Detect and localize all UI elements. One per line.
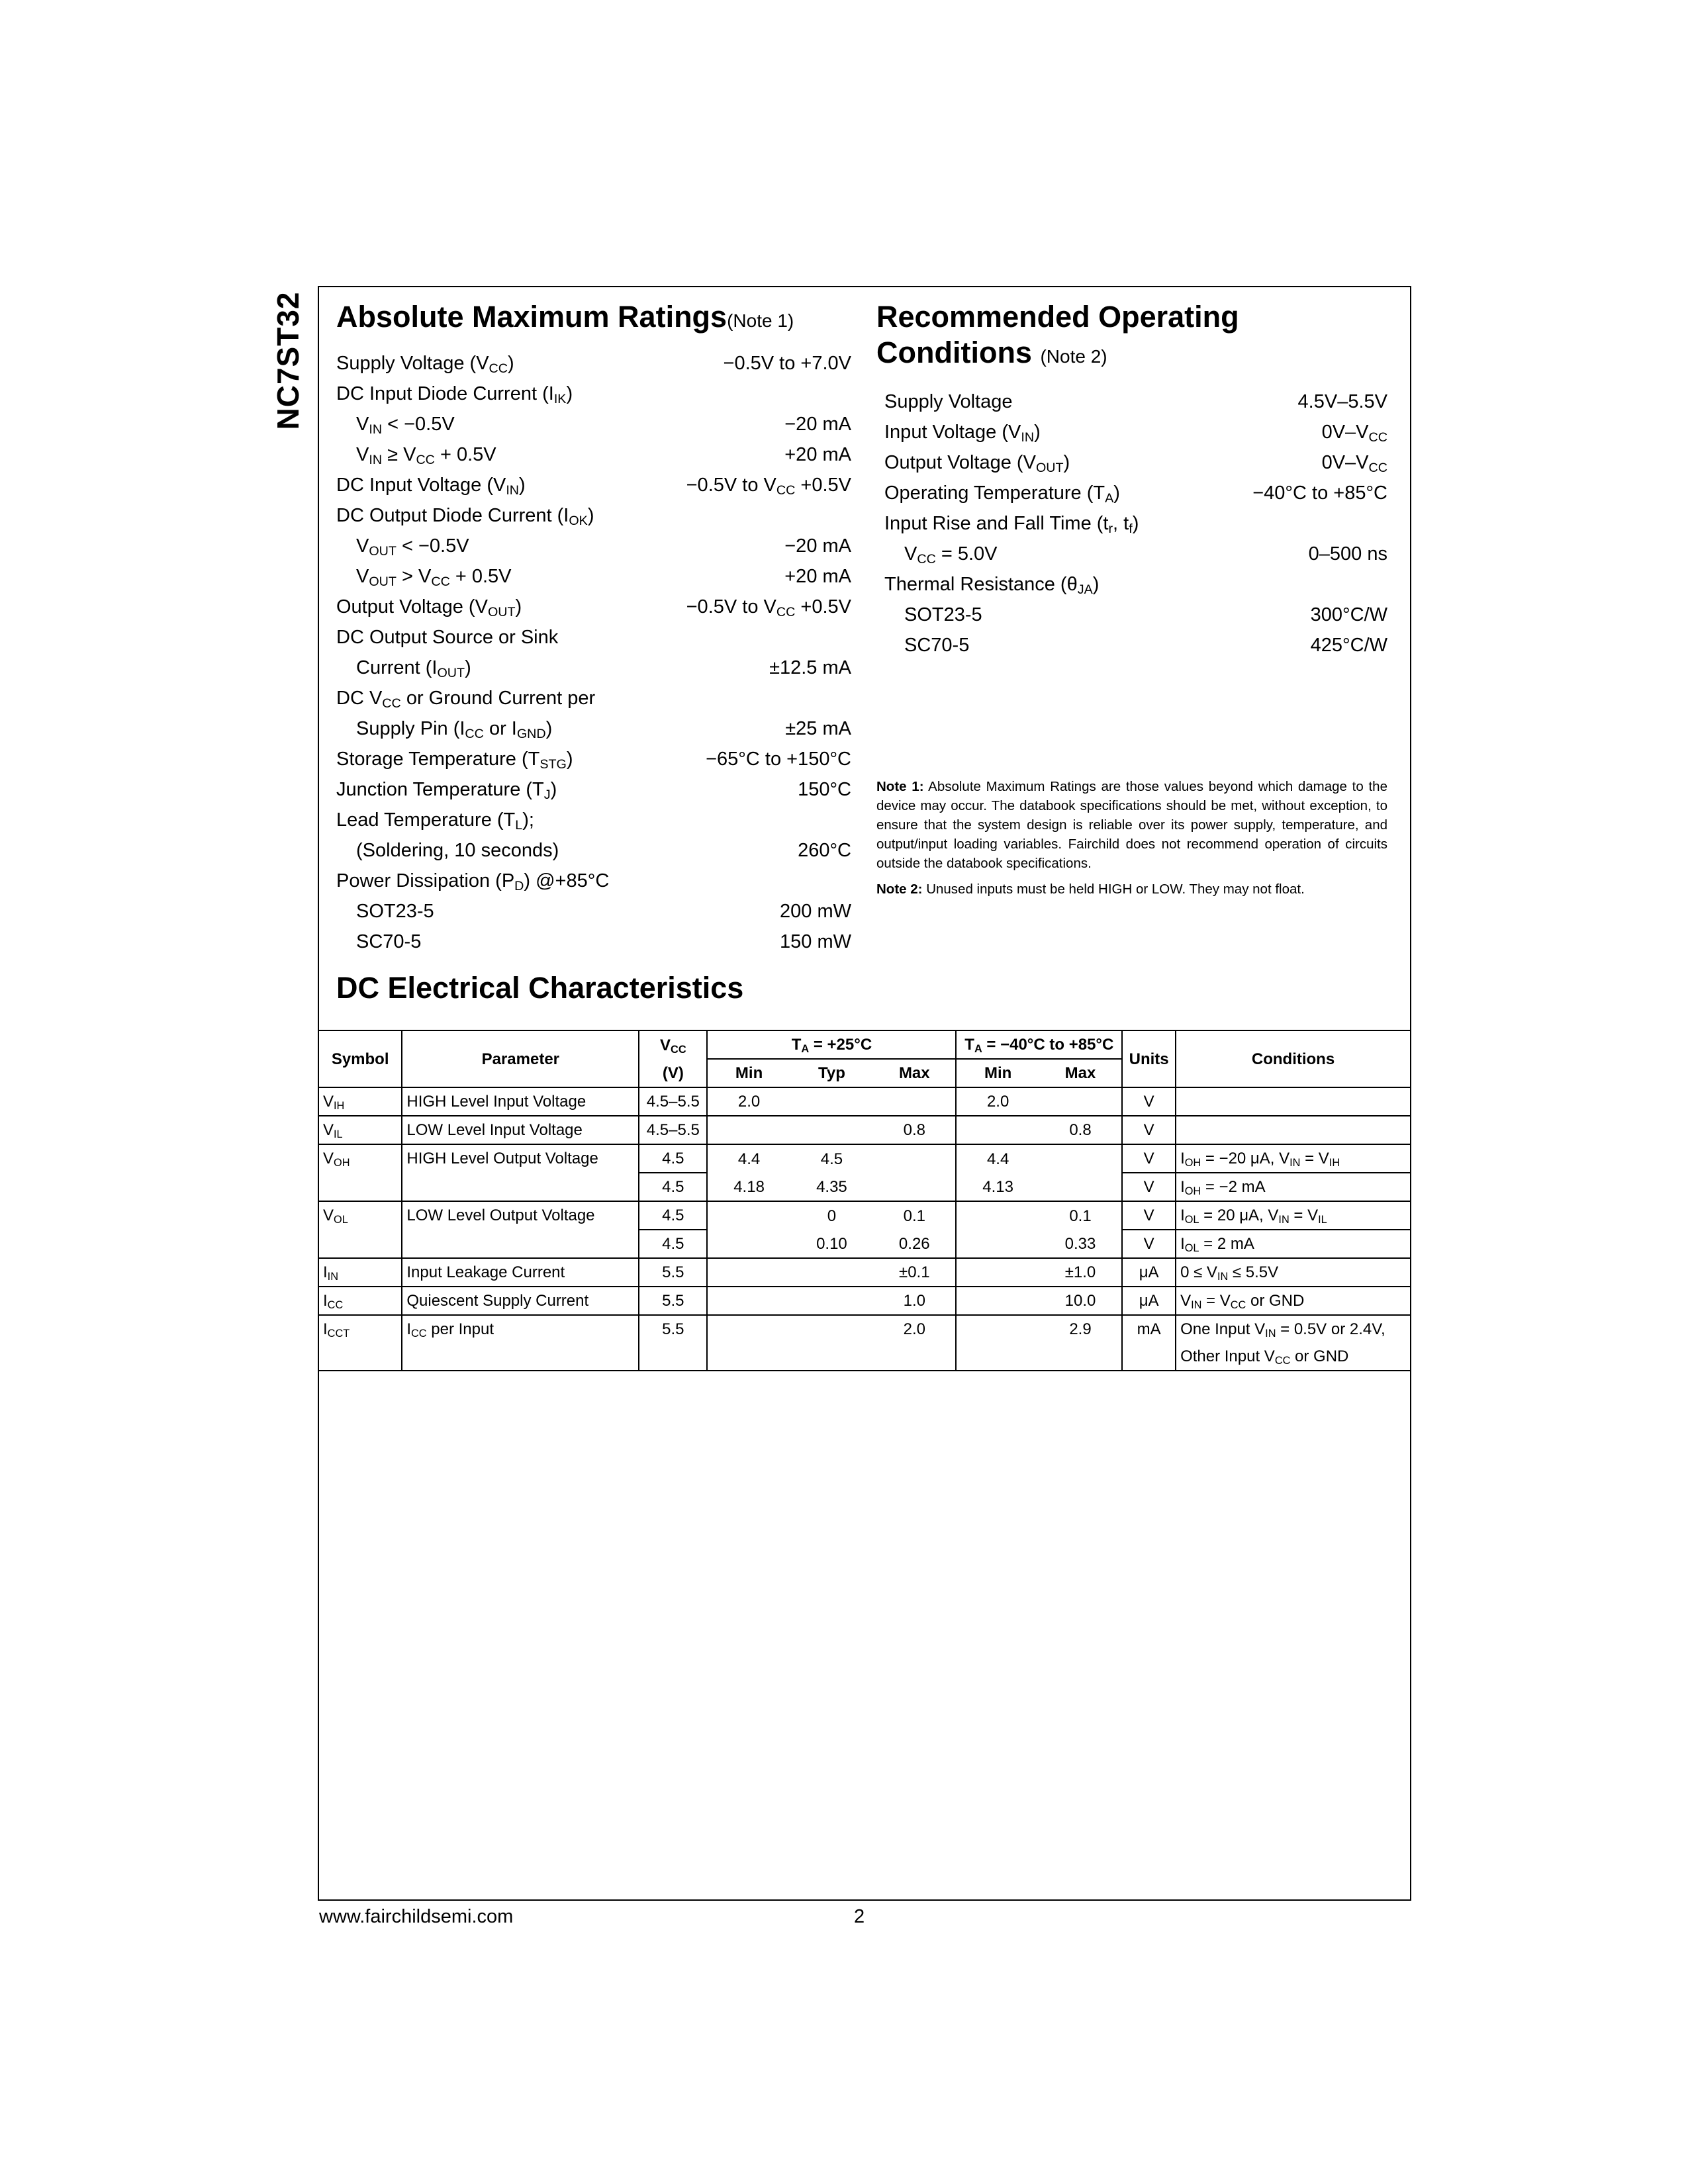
table-row: $V_{OH}$ HIGH Level Output Voltage 4.5 4.4 4.5 4.4 V $I_{OH} = -20$ μA, $V_{IN} = V_{IH}$	[319, 1144, 1410, 1173]
spec-row: Storage Temperature $(T_{STG})$ −65°C to +150°C	[336, 749, 851, 772]
side-title: NC7ST32	[271, 291, 305, 430]
th-max: Max	[873, 1059, 956, 1087]
spec-row: SOT23-5 300°C/W	[904, 604, 1387, 625]
note-1: Note 1: Absolute Maximum Ratings are those values beyond which damage to the device may occur. The databook specifications should be met, without exception, to ensure that the system design is reliable over its power supply, temperature, and output/input loading variables. Fairchild does not recommend operation of circuits outside the databook specifications.	[876, 779, 1387, 871]
th-vcc: $V_{CC}$	[639, 1030, 707, 1059]
spec-row: DC Input Diode Current $(I_{IK})$	[336, 383, 573, 406]
th-ta-range: $T_A = -40^\circ C$ to +85°C	[956, 1030, 1122, 1059]
th-max: Max	[1039, 1059, 1122, 1087]
th-parameter: Parameter	[402, 1030, 639, 1087]
table-row: 4.5 0.10 0.26 0.33 V $I_{OL} = 2$ mA	[319, 1230, 1410, 1258]
spec-row: $V_{OUT} < -0.5V$ −20 mA	[356, 535, 851, 559]
spec-row: DC $V_{CC}$ or Ground Current per	[336, 688, 596, 711]
footer-url[interactable]: www.fairchildsemi.com	[319, 1906, 514, 1927]
spec-row: Thermal Resistance $(\theta_{JA})$	[884, 574, 1100, 597]
spec-row: $V_{CC} = 5.0V$ 0–500 ns	[904, 543, 1387, 567]
th-conditions: Conditions	[1176, 1030, 1410, 1087]
spec-row: Junction Temperature $(T_J)$ 150°C	[336, 779, 851, 802]
spec-row: Supply Voltage $(V_{CC})$ −0.5V to +7.0V	[336, 353, 851, 376]
th-units: Units	[1122, 1030, 1176, 1087]
table-row: $V_{OL}$ LOW Level Output Voltage 4.5 0 0.1 0.1 V $I_{OL} = 20$ μA, $V_{IN} = V_{IL}$	[319, 1201, 1410, 1230]
table-row: $I_{IN}$ Input Leakage Current 5.5 ±0.1 ±1.0 μA $0 \le V_{IN} \le 5.5V$	[319, 1258, 1410, 1287]
spec-row: DC Output Diode Current $(I_{OK})$	[336, 505, 594, 528]
table-row: $I_{CCT}$ $I_{CC}$ per Input 5.5 2.0 2.9 mA One Input $V_{IN} = 0.5V$ or 2.4V, Other Input $V_{CC}$ or GND	[319, 1315, 1410, 1371]
spec-row: Supply Pin ($I_{CC}$ or $I_{GND}$) ±25 mA	[356, 718, 851, 741]
spec-row: Supply Voltage 4.5V–5.5V	[884, 391, 1387, 412]
spec-row: $V_{IN} < -0.5V$ −20 mA	[356, 414, 851, 437]
abs-max-list	[336, 348, 851, 957]
spec-row: DC Input Voltage $(V_{IN})$ −0.5V to $V_{CC} +0.5V$	[336, 475, 851, 498]
table-row: 4.5 4.18 4.35 4.13 V $I_{OH} = -2$ mA	[319, 1173, 1410, 1201]
note-2: Note 2: Unused inputs must be held HIGH or LOW. They may not float.	[876, 882, 1305, 897]
th-symbol: Symbol	[319, 1030, 402, 1087]
dc-characteristics-table	[319, 1030, 1410, 1371]
spec-row: Output Voltage $(V_{OUT})$ $0V-V_{CC}$	[884, 452, 1387, 475]
dc-characteristics-title: DC Electrical Characteristics	[336, 971, 744, 1005]
rec-op-list	[876, 387, 1387, 660]
spec-row: Lead Temperature $(T_L)$;	[336, 809, 534, 833]
spec-row: Input Rise and Fall Time ($t_r$, $t_f$)	[884, 513, 1139, 536]
th-min: Min	[956, 1059, 1039, 1087]
spec-row: SOT23-5 200 mW	[356, 901, 851, 922]
spec-row: Operating Temperature $(T_A)$ −40°C to +85°C	[884, 482, 1387, 506]
th-vcc-unit: (V)	[639, 1059, 707, 1087]
th-min: Min	[707, 1059, 790, 1087]
table-row: $I_{CC}$ Quiescent Supply Current 5.5 1.0 10.0 μA $V_{IN} = V_{CC}$ or GND	[319, 1287, 1410, 1315]
spec-row: Power Dissipation $(P_D)$ @+85°C	[336, 870, 610, 893]
th-typ: Typ	[790, 1059, 873, 1087]
spec-row: Input Voltage $(V_{IN})$ $0V-V_{CC}$	[884, 422, 1387, 445]
rec-op-title: Recommended Operating Conditions (Note 2)	[876, 300, 1239, 369]
spec-row: Current $(I_{OUT})$ ±12.5 mA	[356, 657, 851, 680]
spec-row: SC70-5 425°C/W	[904, 635, 1387, 656]
th-ta25: $T_A = +25^\circ C$	[707, 1030, 956, 1059]
spec-row: $V_{OUT} > V_{CC} + 0.5V$ +20 mA	[356, 566, 851, 589]
table-row: $V_{IL}$ LOW Level Input Voltage 4.5–5.5 0.8 0.8 V	[319, 1116, 1410, 1144]
abs-max-title: Absolute Maximum Ratings(Note 1)	[336, 300, 794, 334]
spec-row: SC70-5 150 mW	[356, 931, 851, 952]
spec-row: (Soldering, 10 seconds) 260°C	[356, 840, 851, 861]
absolute-maximum-ratings	[336, 299, 851, 957]
table-row: $V_{IH}$ HIGH Level Input Voltage 4.5–5.5 2.0 2.0 V	[319, 1087, 1410, 1116]
spec-row: Output Voltage $(V_{OUT})$ −0.5V to $V_{CC} +0.5V$	[336, 596, 851, 619]
recommended-operating-conditions	[876, 299, 1387, 660]
content-frame	[318, 286, 1411, 1901]
page-number: 2	[854, 1906, 865, 1927]
spec-row: DC Output Source or Sink	[336, 627, 559, 648]
notes	[876, 777, 1387, 905]
spec-row: $V_{IN} \ge V_{CC} + 0.5V$ +20 mA	[356, 444, 851, 467]
